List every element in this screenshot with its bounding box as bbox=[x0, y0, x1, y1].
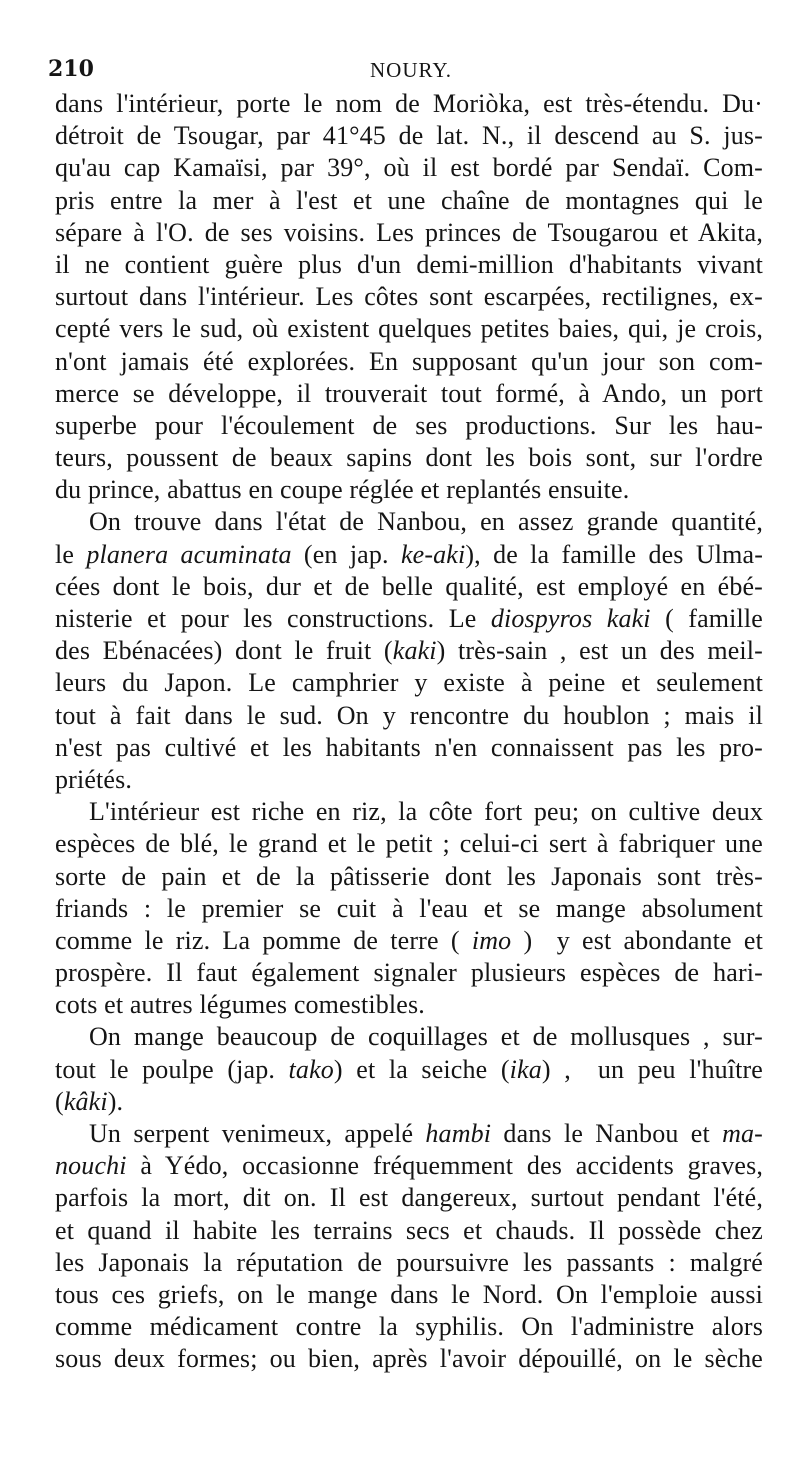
text-line bbox=[55, 1247, 763, 1279]
text-line bbox=[55, 88, 763, 120]
text-line bbox=[55, 571, 763, 603]
text-segment: qu'au cap Kamaïsi, par 39°, où il est bordé par Sendaï. Com- bbox=[55, 153, 763, 183]
text-line bbox=[55, 249, 763, 281]
text-line bbox=[55, 539, 763, 571]
text-segment: comme le riz. La pomme de terre ( bbox=[55, 925, 472, 955]
text-segment: ) très-sain , est un des meil- bbox=[436, 636, 763, 666]
text-segment: sous deux formes; ou bien, après l'avoir dépouillé, on le sèche bbox=[55, 1344, 763, 1374]
text-line bbox=[55, 796, 763, 828]
text-segment: à Yédo, occasionne fréquemment des accidents graves, bbox=[126, 1151, 763, 1181]
text-segment: n'est pas cultivé et les habitants n'en connaissent pas les pro- bbox=[55, 732, 763, 762]
text-segment: le bbox=[55, 539, 87, 569]
text-line bbox=[55, 152, 763, 184]
text-segment: L'intérieur est riche en riz, la côte fort peu; on cultive deux bbox=[89, 797, 763, 827]
text-line bbox=[55, 442, 763, 474]
text-segment: et quand il habite les terrains secs et chauds. Il possède chez bbox=[55, 1215, 763, 1245]
text-segment: ), de la famille des Ulma- bbox=[465, 539, 763, 569]
text-segment: cées dont le bois, dur et de belle qualité, est employé en ébé- bbox=[55, 571, 763, 601]
text-line bbox=[55, 1086, 763, 1118]
text-line bbox=[55, 989, 763, 1021]
text-line bbox=[55, 185, 763, 217]
text-line bbox=[55, 120, 763, 152]
text-segment: comme médicament contre la syphilis. On l'administre alors bbox=[55, 1312, 763, 1342]
text-line bbox=[55, 1215, 763, 1247]
text-segment: tout à fait dans le sud. On y rencontre du houblon ; mais il bbox=[55, 700, 763, 730]
text-line bbox=[55, 378, 763, 410]
text-segment: On trouve dans l'état de Nanbou, en assez grande quantité, bbox=[89, 507, 763, 537]
text-line bbox=[55, 474, 763, 506]
text-line bbox=[55, 635, 763, 667]
text-line bbox=[55, 1054, 763, 1086]
text-line bbox=[55, 764, 763, 796]
italic-term: nouchi bbox=[55, 1151, 127, 1181]
italic-term: imo bbox=[471, 925, 512, 955]
text-line bbox=[55, 732, 763, 764]
text-segment: sépare à l'O. de ses voisins. Les princes de Tsougarou et Akita, bbox=[55, 217, 763, 247]
text-line bbox=[55, 700, 763, 732]
text-segment: prospère. Il faut également signaler plusieurs espèces de hari- bbox=[55, 958, 763, 988]
running-title: NOURY. bbox=[370, 58, 453, 82]
text-segment: Un serpent venimeux, appelé bbox=[89, 1119, 426, 1148]
italic-term: hambi bbox=[425, 1119, 492, 1148]
text-line bbox=[55, 281, 763, 313]
text-segment: (en jap. bbox=[291, 539, 401, 569]
text-line bbox=[55, 1311, 763, 1343]
text-line bbox=[55, 313, 763, 345]
text-line bbox=[55, 925, 763, 957]
text-line bbox=[55, 828, 763, 860]
text-segment: teurs, poussent de beaux sapins dont les bois sont, sur l'ordre bbox=[55, 443, 763, 473]
text-segment: ). bbox=[107, 1086, 124, 1116]
italic-term: tako bbox=[288, 1054, 334, 1084]
body-text bbox=[55, 88, 763, 1376]
text-segment: dans l'intérieur, porte le nom de Moriòka, est très-étendu. Du· bbox=[55, 89, 763, 118]
text-line bbox=[55, 217, 763, 249]
text-segment: il ne contient guère plus d'un demi-million d'habitants vivant bbox=[55, 249, 763, 279]
text-segment: priétés. bbox=[55, 764, 133, 794]
text-line bbox=[55, 346, 763, 378]
text-segment: dans le Nanbou et bbox=[491, 1119, 723, 1148]
text-segment: superbe pour l'écoulement de ses productions. Sur les hau- bbox=[55, 410, 763, 440]
text-segment: parfois la mort, dit on. Il est dangereux, surtout pendant l'été, bbox=[55, 1183, 763, 1213]
text-line bbox=[55, 506, 763, 538]
text-segment: ) , un peu l'huître bbox=[541, 1054, 763, 1084]
text-segment: leurs du Japon. Le camphrier y existe à peine et seulement bbox=[55, 668, 763, 698]
text-segment: des Ebénacées) dont le fruit ( bbox=[55, 636, 393, 666]
text-segment: friands : le premier se cuit à l'eau et se mange absolument bbox=[55, 893, 763, 923]
text-segment: ) y est abondante et bbox=[511, 925, 763, 955]
text-line bbox=[55, 957, 763, 989]
text-segment: ( bbox=[55, 1086, 64, 1116]
italic-term: ke-aki bbox=[400, 539, 466, 569]
text-segment: surtout dans l'intérieur. Les côtes sont escarpées, rectilignes, ex- bbox=[55, 282, 763, 312]
italic-term: ika bbox=[509, 1054, 542, 1084]
text-segment: ) et la seiche ( bbox=[333, 1054, 510, 1084]
text-line bbox=[55, 667, 763, 699]
text-segment: les Japonais la réputation de poursuivre les passants : malgré bbox=[55, 1247, 763, 1277]
text-segment: sorte de pain et de la pâtisserie dont les Japonais sont très- bbox=[55, 861, 763, 891]
text-segment: n'ont jamais été explorées. En supposant qu'un jour son com- bbox=[55, 346, 763, 376]
text-line bbox=[55, 1021, 763, 1053]
text-line bbox=[55, 1279, 763, 1311]
running-head bbox=[48, 56, 760, 90]
italic-term: diospyros kaki bbox=[490, 604, 651, 633]
italic-term: planera acuminata bbox=[86, 539, 292, 569]
text-segment: espèces de blé, le grand et le petit ; celui-ci sert à fabriquer une bbox=[55, 829, 763, 859]
text-line bbox=[55, 603, 763, 635]
italic-term: ma- bbox=[722, 1119, 763, 1148]
text-line bbox=[55, 1182, 763, 1214]
text-segment: cots et autres légumes comestibles. bbox=[55, 990, 425, 1020]
text-segment: tout le poulpe (jap. bbox=[55, 1054, 289, 1084]
text-segment: nisterie et pour les constructions. Le bbox=[55, 604, 491, 633]
text-segment: merce se développe, il trouverait tout formé, à Ando, un port bbox=[55, 378, 763, 408]
text-segment: du prince, abattus en coupe réglée et replantés ensuite. bbox=[55, 475, 630, 505]
text-segment: détroit de Tsougar, par 41°45 de lat. N., il descend au S. jus- bbox=[55, 121, 763, 151]
page-number: 210 bbox=[48, 56, 94, 82]
text-line bbox=[55, 1343, 763, 1375]
text-segment: tous ces griefs, on le mange dans le Nord. On l'emploie aussi bbox=[55, 1279, 763, 1309]
text-segment: On mange beaucoup de coquillages et de mollusques , sur- bbox=[89, 1022, 763, 1052]
text-segment: pris entre la mer à l'est et une chaîne de montagnes qui le bbox=[55, 185, 763, 215]
text-line bbox=[55, 1150, 763, 1182]
text-line bbox=[55, 410, 763, 442]
text-line bbox=[55, 1118, 763, 1150]
text-segment: ( famille bbox=[650, 604, 763, 633]
italic-term: kaki bbox=[392, 636, 437, 666]
italic-term: kâki bbox=[63, 1086, 108, 1116]
text-line bbox=[55, 861, 763, 893]
text-line bbox=[55, 893, 763, 925]
text-segment: cepté vers le sud, où existent quelques petites baies, qui, je crois, bbox=[55, 314, 763, 344]
